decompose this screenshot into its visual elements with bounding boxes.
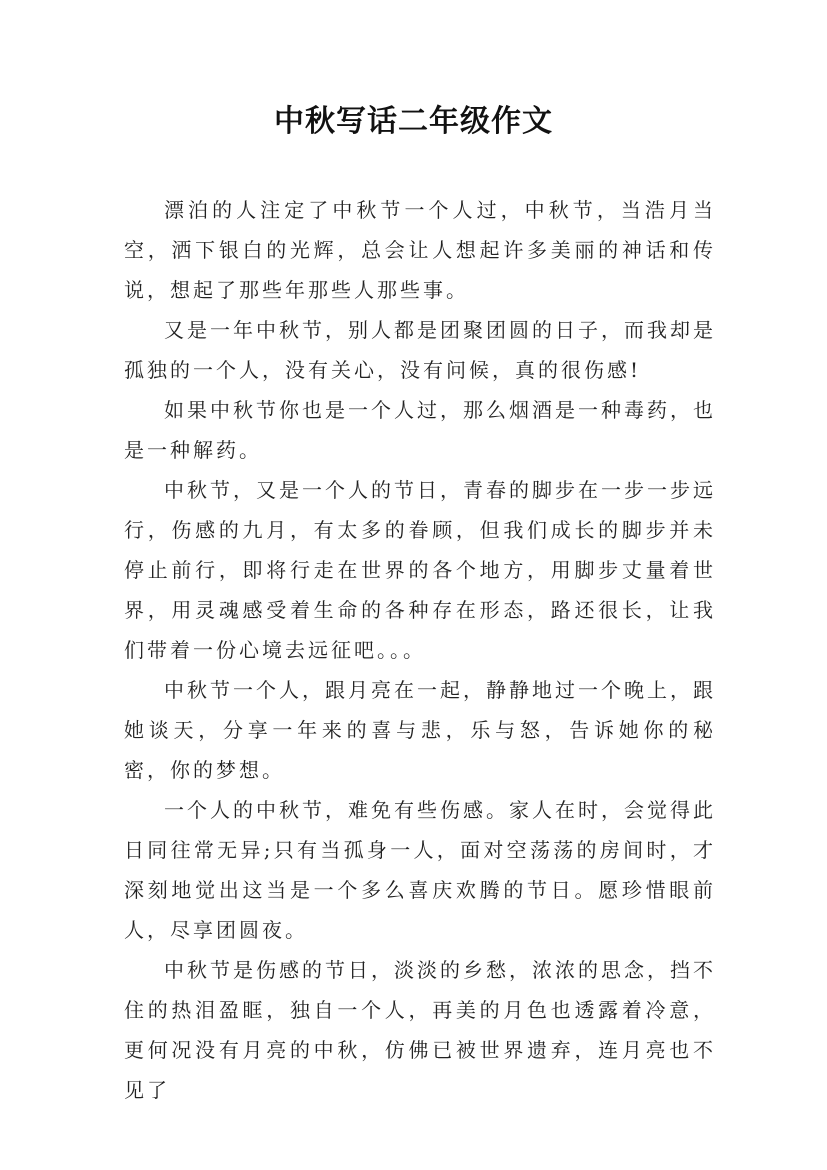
paragraph-2: 又是一年中秋节，别人都是团聚团圆的日子，而我却是孤独的一个人，没有关心，没有问候，真的很伤感! [124,318,716,382]
paragraph-5: 中秋节一个人，跟月亮在一起，静静地过一个晚上，跟她谈天，分享一年来的喜与悲，乐与怒，告诉她你的秘密，你的梦想。 [124,678,716,782]
document-body [124,190,716,1110]
paragraph-6: 一个人的中秋节，难免有些伤感。家人在时，会觉得此日同往常无异;只有当孤身一人，面对空荡荡的房间时，才深刻地觉出这当是一个多么喜庆欢腾的节日。愿珍惜眼前人，尽享团圆夜。 [124,798,716,942]
document-title: 中秋写话二年级作文 [274,104,553,139]
paragraph-3: 如果中秋节你也是一个人过，那么烟酒是一种毒药，也是一种解药。 [124,398,716,462]
paragraph-7: 中秋节是伤感的节日，淡淡的乡愁，浓浓的思念，挡不住的热泪盈眶，独自一个人，再美的月色也透露着冷意，更何况没有月亮的中秋，仿佛已被世界遗弃，连月亮也不见了 [124,958,716,1102]
paragraph-1: 漂泊的人注定了中秋节一个人过，中秋节，当浩月当空，洒下银白的光辉，总会让人想起许多美丽的神话和传说，想起了那些年那些人那些事。 [124,198,716,302]
paragraph-4: 中秋节，又是一个人的节日，青春的脚步在一步一步远行，伤感的九月，有太多的眷顾，但我们成长的脚步并未停止前行，即将行走在世界的各个地方，用脚步丈量着世界，用灵魂感受着生命的各种存在形态，路还很长，让我们带着一份心境去远征吧。。。 [124,478,716,662]
